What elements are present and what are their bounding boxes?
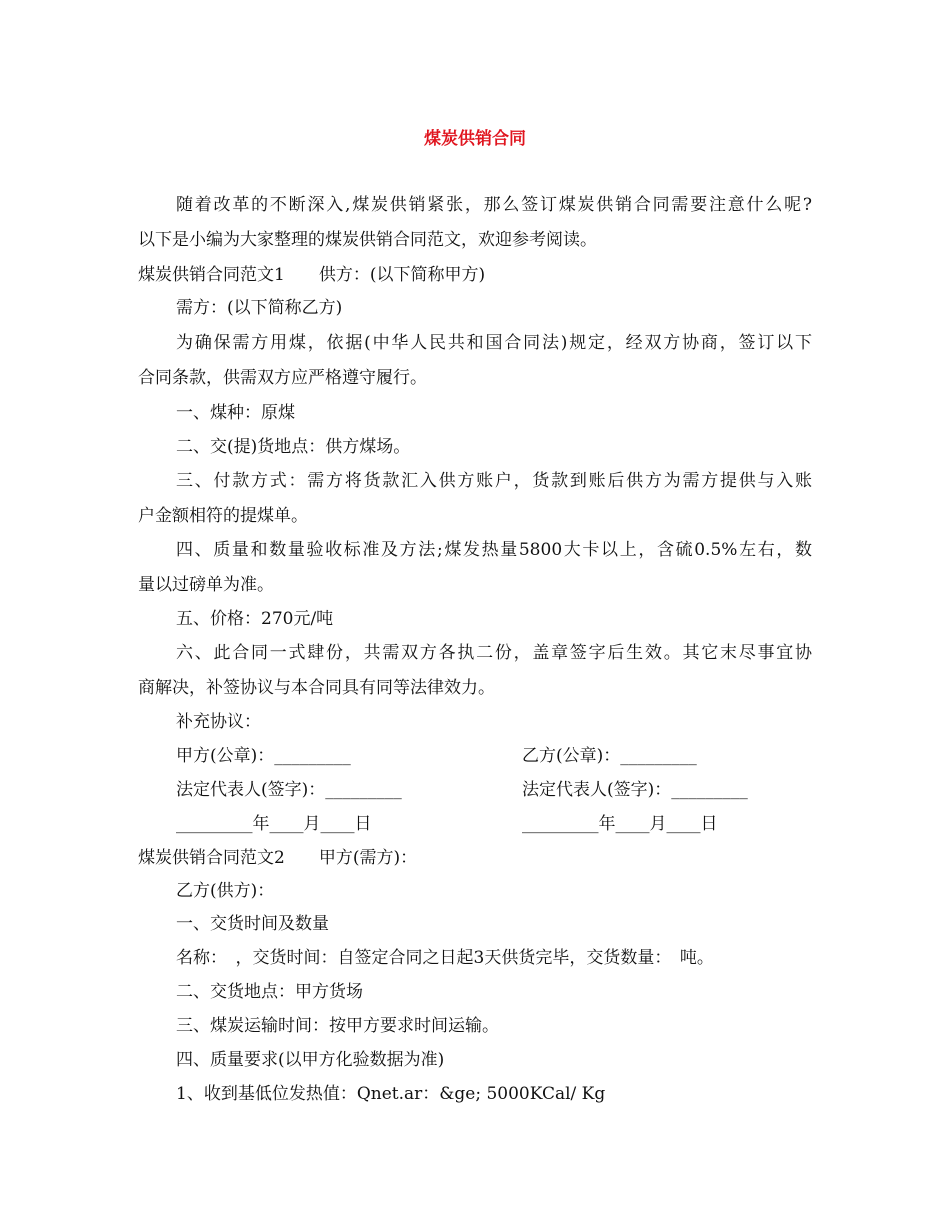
sample2-heading: 煤炭供销合同范文2 甲方(需方)： [138, 848, 418, 868]
sample1-clause-5: 五、价格：270元/吨 [176, 609, 334, 629]
party-a-seal-line: 甲方(公章)：_________ [176, 746, 351, 766]
sample1-clause-6-line-1: 六、此合同一式肆份，共需双方各执二份，盖章签字后生效。其它末尽事宜协 [176, 643, 812, 663]
supplement-label: 补充协议： [176, 712, 261, 732]
party-b-representative-line: 法定代表人(签字)：_________ [522, 780, 748, 800]
party-b-seal-line: 乙方(公章)：_________ [522, 746, 697, 766]
sample1-purpose-line-1: 为确保需方用煤，依据(中华人民共和国合同法)规定，经双方协商，签订以下 [176, 333, 812, 353]
intro-line-2: 以下是小编为大家整理的煤炭供销合同范文，欢迎参考阅读。 [138, 230, 597, 250]
sample2-section-1: 一、交货时间及数量 [176, 914, 329, 934]
sample1-demand-party: 需方：(以下简称乙方) [176, 298, 343, 318]
sample2-section-3: 三、煤炭运输时间：按甲方要求时间运输。 [176, 1016, 499, 1036]
document-title: 煤炭供销合同 [424, 129, 526, 149]
intro-line-1: 随着改革的不断深入,煤炭供销紧张，那么签订煤炭供销合同需要注意什么呢? [176, 195, 812, 215]
sample2-section-2: 二、交货地点：甲方货场 [176, 982, 363, 1002]
party-b-date-line: _________年____月____日 [522, 814, 718, 834]
sample2-item-1: 1、收到基低位发热值：Qnet.ar：&ge; 5000KCal/ Kg [176, 1084, 606, 1104]
party-a-date-line: _________年____月____日 [176, 814, 372, 834]
sample1-purpose-line-2: 合同条款，供需双方应严格遵守履行。 [138, 368, 427, 388]
sample2-section-4: 四、质量要求(以甲方化验数据为准) [176, 1050, 445, 1070]
sample1-heading: 煤炭供销合同范文1 供方：(以下简称甲方) [138, 265, 486, 285]
sample1-clause-1: 一、煤种：原煤 [176, 403, 295, 423]
sample1-clause-3-line-2: 户金额相符的提煤单。 [138, 506, 308, 526]
sample1-clause-3-line-1: 三、付款方式：需方将货款汇入供方账户，货款到账后供方为需方提供与入账 [176, 471, 812, 491]
sample1-clause-4-line-1: 四、质量和数量验收标准及方法;煤发热量5800大卡以上，含硫0.5%左右，数 [176, 540, 812, 560]
sample1-clause-6-line-2: 商解决，补签协议与本合同具有同等法律效力。 [138, 678, 495, 698]
sample1-clause-2: 二、交(提)货地点：供方煤场。 [176, 437, 411, 457]
party-a-representative-line: 法定代表人(签字)：_________ [176, 780, 402, 800]
sample2-party-b: 乙方(供方)： [176, 881, 275, 901]
sample2-name-line: 名称： ，交货时间：自签定合同之日起3天供货完毕，交货数量： 吨。 [176, 948, 714, 968]
sample1-clause-4-line-2: 量以过磅单为准。 [138, 575, 274, 595]
